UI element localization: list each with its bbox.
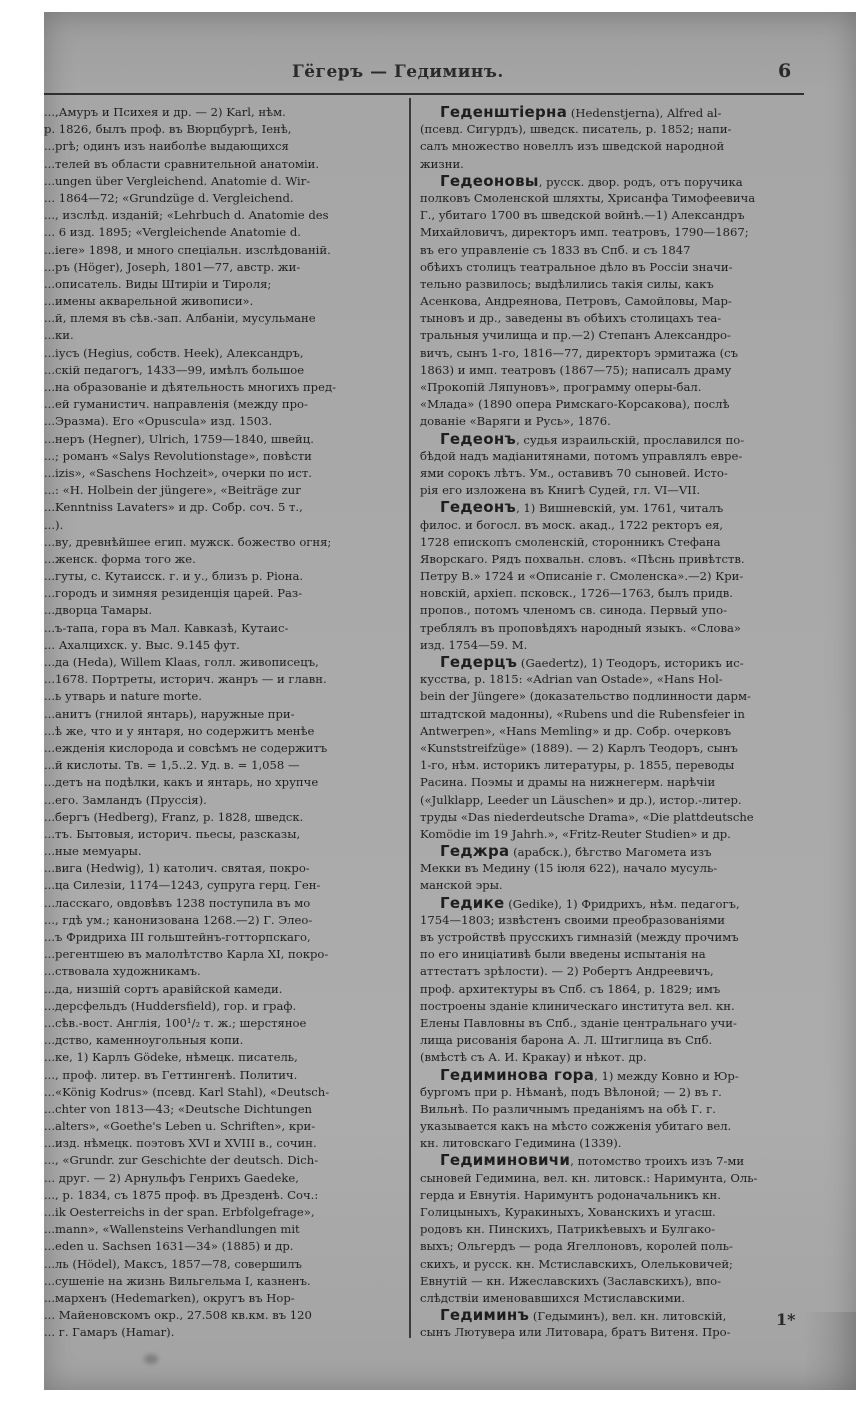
text-line: ...й кислоты. Тв. = 1,5..2. Уд. в. = 1,058 — bbox=[44, 758, 300, 773]
text-line: ...городъ и зимняя резиденція царей. Раз- bbox=[44, 586, 303, 601]
text-line: ...ungen über Vergleichend. Anatomie d. Wir- bbox=[44, 173, 311, 188]
entry-headword-line bbox=[420, 104, 800, 121]
running-head bbox=[44, 60, 856, 90]
text-line: ...дворца Тамары. bbox=[44, 603, 153, 618]
text-line bbox=[420, 534, 800, 551]
text-line bbox=[420, 946, 800, 963]
entry-text: Петру В.» 1724 и «Описаніе г. Смоленска».—2) Кри- bbox=[420, 569, 744, 584]
entry-text: 1728 епископъ смоленскій, сторонникъ Стефана bbox=[420, 534, 721, 549]
text-line bbox=[420, 1084, 800, 1101]
entry-text: Евнутій — кн. Ижеславскихъ (Заславскихъ), впо- bbox=[420, 1273, 722, 1288]
text-line: ...eden u. Sachsen 1631—34» (1885) и др. bbox=[44, 1239, 294, 1254]
text-line: ...неръ (Hegner), Ulrich, 1759—1840, швейц. bbox=[44, 431, 314, 446]
entry-text: , 1) между Ковно и Юр- bbox=[594, 1068, 739, 1083]
text-line bbox=[420, 826, 800, 843]
text-line bbox=[420, 1290, 800, 1307]
entry-text: бѣдой надъ мадіанитянами, потомъ управлялъ евре- bbox=[420, 448, 743, 463]
text-line bbox=[420, 448, 800, 465]
entry-headword: Гедике bbox=[440, 894, 505, 912]
entry-text: въ устройствѣ прусскихъ гимназій (между прочимъ bbox=[420, 930, 739, 944]
text-line: ... 1864—72; «Grundzüge d. Vergleichend. bbox=[44, 190, 294, 205]
text-line bbox=[420, 345, 800, 362]
text-line: ...ей гуманистич. направленія (между про- bbox=[44, 397, 308, 412]
text-line bbox=[420, 774, 800, 791]
entry-headword-line bbox=[420, 1307, 800, 1324]
text-line: ...ные мемуары. bbox=[44, 844, 142, 859]
text-line bbox=[420, 362, 800, 379]
text-line bbox=[420, 912, 800, 929]
entry-text: Асенкова, Андреянова, Петровъ, Самойловы, Мар- bbox=[420, 294, 732, 309]
text-line: ...имены акварельной живописи». bbox=[44, 294, 254, 309]
text-line bbox=[420, 963, 800, 980]
text-line bbox=[420, 998, 800, 1015]
text-line bbox=[420, 190, 800, 207]
entry-text: тельно развилось; выдѣлились такія силы, какъ bbox=[420, 276, 714, 291]
entry-text: герда и Евнутія. Наримунтъ родоначальникъ кн. bbox=[420, 1187, 721, 1202]
text-line: ...бергъ (Hedberg), Franz, р. 1828, шведск. bbox=[44, 809, 304, 824]
entry-headword: Гедиминова гора bbox=[440, 1066, 595, 1084]
text-line: ...да (Heda), Willem Klaas, голл. живописецъ, bbox=[44, 655, 319, 669]
text-line bbox=[420, 1204, 800, 1221]
text-line bbox=[420, 757, 800, 774]
ink-smudge bbox=[144, 1354, 158, 1364]
text-line bbox=[420, 981, 800, 998]
entry-text: (Gedike), 1) Фридрихъ, нѣм. педагогъ, bbox=[504, 896, 740, 911]
text-line: ...ки. bbox=[44, 328, 74, 343]
text-line: ... друг. — 2) Арнульфъ Генрихъ Gaedeke, bbox=[44, 1170, 299, 1185]
entry-headword-line bbox=[420, 654, 800, 671]
text-line: ...женск. форма того же. bbox=[44, 551, 196, 566]
entry-text: , русск. двор. родъ, отъ поручика bbox=[538, 174, 743, 189]
text-line bbox=[420, 1221, 800, 1238]
entry-headword-line bbox=[420, 1067, 800, 1084]
entry-text: по его иниціативѣ были введены испытанія на bbox=[420, 947, 706, 962]
text-line bbox=[420, 551, 800, 568]
text-line bbox=[420, 706, 800, 723]
text-line bbox=[420, 1187, 800, 1204]
entry-text: вичъ, сынъ 1-го, 1816—77, директоръ эрмитажа (съ bbox=[420, 345, 739, 360]
text-line bbox=[420, 156, 800, 173]
text-line: ...ь утварь и nature morte. bbox=[44, 689, 202, 704]
text-line: ... г. Гамаръ (Hamar). bbox=[44, 1325, 175, 1340]
entry-headword-line bbox=[420, 173, 800, 190]
entry-headword: Гедеонъ bbox=[440, 430, 517, 448]
text-line bbox=[420, 207, 800, 224]
page-number: 6 bbox=[778, 60, 792, 82]
text-line bbox=[420, 688, 800, 705]
entry-text: bein der Jüngere» (доказательство подлинности дарм- bbox=[420, 689, 751, 704]
entry-text: ями сорокъ лѣтъ. Ум., оставивъ 70 сыновей. Исто- bbox=[420, 465, 728, 480]
text-line: ...mann», «Wallensteins Verhandlungen mit bbox=[44, 1222, 300, 1237]
text-line: р. 1826, былъ проф. въ Вюрцбургѣ, Іенѣ, bbox=[44, 122, 292, 137]
text-line: ...«König Kodrus» (псевд. Karl Stahl), «Deutsch- bbox=[44, 1084, 330, 1099]
entry-text: , 1) Вишневскій, ум. 1761, читалъ bbox=[516, 501, 724, 516]
text-line: ...й, племя въ сѣв.-зап. Албаніи, мусульмане bbox=[44, 311, 316, 326]
text-line: ...дерсфельдъ (Huddersfield), гор. и граф. bbox=[44, 998, 297, 1013]
entry-text: Голицыныхъ, Куракиныхъ, Хованскихъ и угасш. bbox=[420, 1205, 716, 1219]
entry-text: слѣдствіи именовавшихся Мстиславскими. bbox=[420, 1290, 686, 1305]
entry-headword-line bbox=[420, 499, 800, 516]
entry-text: штадтской мадонны), «Rubens und die Rubensfeier in bbox=[420, 706, 745, 721]
text-line bbox=[420, 740, 800, 757]
text-line: ..., гдѣ ум.; канонизована 1268.—2) Г. Элео- bbox=[44, 912, 313, 927]
text-line: ...Kenntniss Lavaters» и др. Собр. соч. 5 т., bbox=[44, 500, 303, 515]
text-line: ...ргѣ; одинъ изъ наиболѣе выдающихся bbox=[44, 139, 289, 154]
text-line bbox=[420, 276, 800, 293]
entry-text: выхъ; Ольгердъ — рода Ягеллоновъ, королей поль- bbox=[420, 1239, 733, 1254]
text-line bbox=[420, 1256, 800, 1273]
entry-text: рія его изложена въ Книгѣ Судей, гл. VI—VII. bbox=[420, 483, 701, 498]
text-line: ..., проф. литер. въ Геттингенѣ. Политич. bbox=[44, 1067, 298, 1082]
text-line: ...ствовала художникамъ. bbox=[44, 964, 201, 979]
text-line: ...его. Замландъ (Пруссія). bbox=[44, 792, 207, 807]
entry-text: «Kunststreifzüge» (1889). — 2) Карлъ Теодоръ, сынъ bbox=[420, 740, 738, 755]
entry-text: аттестатъ зрѣлости). — 2) Робертъ Андреевичъ, bbox=[420, 964, 714, 979]
text-line: ...ласскаго, овдовѣвъ 1238 поступила въ мо bbox=[44, 895, 311, 910]
entry-headword: Геденштіерна bbox=[440, 104, 568, 121]
text-line: ..., р. 1834, съ 1875 проф. въ Дрезденѣ. Соч.: bbox=[44, 1187, 319, 1202]
entry-text: полковъ Смоленской шляхты, Хрисанфа Тимофеевича bbox=[420, 190, 756, 205]
text-line bbox=[420, 396, 800, 413]
text-line bbox=[420, 723, 800, 740]
entry-text: (Hedenstjerna), Alfred al- bbox=[567, 106, 722, 120]
entry-text: новскій, архіеп. псковск., 1726—1763, былъ придв. bbox=[420, 586, 733, 601]
entry-text: тыновъ и др., заведены въ обѣихъ столицахъ теа- bbox=[420, 311, 722, 326]
entry-text: обѣихъ столицъ театральное дѣло въ Россіи значи- bbox=[420, 259, 733, 274]
scanned-page bbox=[44, 12, 856, 1390]
entry-text: Вильнѣ. По различнымъ преданіямъ на обѣ Г. г. bbox=[420, 1101, 716, 1116]
text-line: ..., «Grundr. zur Geschichte der deutsch. Dich- bbox=[44, 1153, 319, 1168]
text-line: ...описатель. Виды Штиріи и Тироля; bbox=[44, 276, 272, 291]
text-line: ...1678. Портреты, историч. жанръ — и главн. bbox=[44, 672, 327, 687]
header-rule bbox=[44, 93, 804, 95]
entry-text: изд. 1754—59. М. bbox=[420, 637, 528, 652]
entry-text: дованіе «Варяги и Русь», 1876. bbox=[420, 414, 611, 429]
text-line bbox=[420, 465, 800, 482]
text-line bbox=[420, 259, 800, 276]
text-line: ...дство, каменноугольныя копи. bbox=[44, 1033, 244, 1048]
text-line: ...ъ Фридриха III гольштейнъ-готторпскаго, bbox=[44, 930, 311, 944]
entry-headword: Гедеоновы bbox=[440, 172, 539, 190]
text-line: ...ежденія кислорода и совсѣмъ не содержитъ bbox=[44, 740, 328, 755]
text-line bbox=[420, 293, 800, 310]
text-line: ...мархенъ (Hedemarken), округъ въ Нор- bbox=[44, 1290, 295, 1305]
text-line bbox=[420, 1101, 800, 1118]
text-line: ... 6 изд. 1895; «Vergleichende Anatomie d. bbox=[44, 225, 301, 240]
text-line bbox=[420, 1015, 800, 1032]
text-line: ...да, низшій сортъ аравійской камеди. bbox=[44, 981, 283, 996]
column-divider bbox=[409, 98, 411, 1338]
text-line bbox=[420, 413, 800, 430]
entry-headword: Гедиминовичи bbox=[440, 1152, 571, 1170]
text-line: ...регентшею въ малолѣтство Карла XI, покро- bbox=[44, 947, 329, 962]
text-line bbox=[420, 1324, 800, 1341]
text-line: ...,Амуръ и Психея и др. — 2) Karl, нѣм. bbox=[44, 105, 286, 119]
entry-headword-line bbox=[420, 431, 800, 448]
text-line bbox=[420, 877, 800, 894]
entry-text: «Прокопій Ляпуновъ», программу оперы-бал. bbox=[420, 380, 702, 394]
text-line bbox=[420, 860, 800, 877]
text-line: ...iere» 1898, и много спеціальн. изслѣдованій. bbox=[44, 242, 331, 257]
text-line: ...детъ на подѣлки, какъ и янтарь, но хрупче bbox=[44, 775, 319, 790]
text-line bbox=[420, 310, 800, 327]
text-line: ...вига (Hedwig), 1) католич. святая, покро- bbox=[44, 861, 310, 876]
entry-text: 1863) и имп. театровъ (1867—75); написалъ драму bbox=[420, 362, 732, 377]
running-title: Гёгеръ — Гедиминъ. bbox=[292, 62, 504, 82]
entry-text: (вмѣстѣ съ А. И. Кракау) и нѣкот. др. bbox=[420, 1050, 647, 1065]
text-line: ... Майеновскомъ окр., 27.508 кв.км. въ 120 bbox=[44, 1308, 312, 1323]
entry-text: (Гедыминъ), вел. кн. литовскій, bbox=[529, 1309, 727, 1324]
entry-headword: Геджра bbox=[440, 843, 510, 861]
text-line bbox=[420, 1118, 800, 1135]
entry-text: Михайловичъ, директоръ имп. театровъ, 1790—1867; bbox=[420, 225, 749, 240]
entry-text: треблялъ въ проповѣдяхъ народный языкъ. «Слова» bbox=[420, 620, 742, 635]
text-line bbox=[420, 929, 800, 946]
entry-headword: Гедеонъ bbox=[440, 499, 517, 517]
text-line: ...ль (Hödel), Максъ, 1857—78, совершилъ bbox=[44, 1256, 302, 1271]
entry-text: Komödie im 19 Jahrh.», «Fritz-Reuter Studien» и др. bbox=[420, 826, 731, 841]
text-line bbox=[420, 1273, 800, 1290]
text-line bbox=[420, 517, 800, 534]
text-line: ...іусъ (Hegius, собств. Heek), Александръ, bbox=[44, 345, 304, 360]
entry-text: Antwerpen», «Hans Memling» и др. Собр. очерковъ bbox=[420, 723, 732, 738]
entry-text: «Млада» (1890 опера Римскаго-Корсакова), послѣ bbox=[420, 397, 730, 412]
entry-text: , судья израильскій, прославился по- bbox=[516, 432, 745, 447]
text-line bbox=[420, 671, 800, 688]
entry-text: сынъ Лютувера или Литовара, братъ Витеня. Про- bbox=[420, 1325, 731, 1340]
entry-text: кусства, р. 1815: «Adrian van Ostade», «Hans Hol- bbox=[420, 672, 723, 687]
text-line: ...сушеніе на жизнь Вильгельма I, казненъ. bbox=[44, 1273, 311, 1288]
entry-text: въ его управленіе съ 1833 въ Спб. и съ 1847 bbox=[420, 242, 691, 257]
text-line: ...гуты, с. Кутаисск. г. и у., близъ р. Ріона. bbox=[44, 569, 304, 584]
text-line bbox=[420, 585, 800, 602]
text-line: ..., изслѣд. изданій; «Lehrbuch d. Anatomie des bbox=[44, 208, 329, 223]
text-line: ...скій педагогъ, 1433—99, имѣлъ большое bbox=[44, 362, 305, 377]
text-line bbox=[420, 224, 800, 241]
entry-text: пропов., потомъ членомъ св. синода. Первый упо- bbox=[420, 603, 728, 618]
text-line: ...ца Силезіи, 1174—1243, супруга герц. Ген- bbox=[44, 878, 321, 893]
entry-text: 1-го, нѣм. историкъ литературы, р. 1855, переводы bbox=[420, 758, 735, 773]
text-line: ...ке, 1) Карлъ Gödeke, нѣмецк. писатель, bbox=[44, 1050, 298, 1065]
text-line bbox=[420, 482, 800, 499]
text-line: ...: «H. Holbein der jüngere», «Beiträge zur bbox=[44, 483, 301, 498]
entry-text: Мекки въ Медину (15 іюля 622), начало мусуль- bbox=[420, 861, 718, 876]
text-line: ...изд. нѣмецк. поэтовъ XVI и XVIII в., сочин. bbox=[44, 1136, 317, 1151]
entry-text: построены зданіе клиническаго института вел. кн. bbox=[420, 998, 735, 1013]
text-line: ...Эразма). Его «Opuscula» изд. 1503. bbox=[44, 414, 273, 429]
text-line: ...телей въ области сравнительной анатоміи. bbox=[44, 156, 320, 171]
entry-text: кн. литовскаго Гедимина (1339). bbox=[420, 1136, 622, 1151]
text-line bbox=[420, 809, 800, 826]
text-line bbox=[420, 1238, 800, 1255]
text-line: ...chter von 1813—43; «Deutsche Dichtungen bbox=[44, 1101, 313, 1116]
entry-headword-line bbox=[420, 895, 800, 912]
text-line bbox=[420, 1032, 800, 1049]
entry-text: тральныя училища и пр.—2) Степанъ Александро- bbox=[420, 328, 731, 343]
text-line bbox=[420, 568, 800, 585]
text-line bbox=[420, 242, 800, 259]
entry-text: бургомъ при р. Нѣманѣ, подъ Вѣлоной; — 2) въ г. bbox=[420, 1084, 722, 1099]
text-line: ... Ахалцихск. у. Выс. 9.145 фут. bbox=[44, 637, 240, 652]
text-line: ...ръ (Höger), Joseph, 1801—77, австр. жи- bbox=[44, 259, 301, 274]
text-line: ...ѣ же, что и у янтаря, но содержитъ менѣе bbox=[44, 723, 315, 738]
text-line: ...тъ. Бытовыя, историч. пьесы, разсказы, bbox=[44, 826, 301, 841]
entry-text: («Julklapp, Leeder un Läuschen» и др.), истор.-литер. bbox=[420, 792, 742, 807]
entry-text: манской эры. bbox=[420, 878, 503, 893]
entry-text: (Gaedertz), 1) Теодоръ, историкъ ис- bbox=[517, 656, 744, 670]
entry-text: филос. и богосл. въ моск. акад., 1722 ректоръ ея, bbox=[420, 517, 724, 532]
text-line: ...сѣв.-вост. Англія, 100¹/₂ т. ж.; шерстяное bbox=[44, 1015, 307, 1030]
entry-headword: Гедерцъ bbox=[440, 654, 518, 671]
text-line bbox=[420, 1170, 800, 1187]
entry-text: Елены Павловны въ Спб., зданіе центральнаго учи- bbox=[420, 1015, 737, 1030]
text-line bbox=[420, 379, 800, 396]
text-line bbox=[420, 637, 800, 654]
entry-text: 1754—1803; извѣстенъ своими преобразованіями bbox=[420, 912, 726, 927]
text-line bbox=[420, 792, 800, 809]
text-line: ...izis», «Saschens Hochzeit», очерки по ист. bbox=[44, 465, 312, 480]
entry-text: салъ множество новеллъ изъ шведской народной bbox=[420, 139, 725, 154]
text-line: ...ъ-тапа, гора въ Мал. Кавказѣ, Кутаис- bbox=[44, 620, 289, 635]
entry-text: Г., убитаго 1700 въ шведской войнѣ.—1) Александръ bbox=[420, 208, 745, 223]
signature-mark: 1* bbox=[776, 1310, 796, 1329]
text-line: ...ik Oesterreichs in der span. Erbfolgefrage», bbox=[44, 1205, 315, 1219]
text-line bbox=[420, 602, 800, 619]
entry-text: родовъ кн. Пинскихъ, Патрикѣевыхъ и Булгако- bbox=[420, 1222, 716, 1237]
entry-text: (псевд. Сигурдъ), шведск. писатель, р. 1852; напи- bbox=[420, 122, 732, 137]
entry-text: указывается какъ на мѣсто сожженія убитаго вел. bbox=[420, 1119, 732, 1134]
text-line: ...). bbox=[44, 517, 64, 532]
entry-text: (арабск.), бѣгство Магомета изъ bbox=[509, 845, 712, 860]
entry-text: проф. архитектуры въ Спб. съ 1864, р. 1829; имъ bbox=[420, 981, 721, 996]
entry-headword-line bbox=[420, 843, 800, 860]
entry-text: скихъ, и русск. кн. Мстиславскихъ, Олельковичей; bbox=[420, 1256, 733, 1271]
text-line bbox=[420, 138, 800, 155]
text-line: ...на образованіе и дѣятельность многихъ пред- bbox=[44, 380, 337, 394]
text-line bbox=[420, 327, 800, 344]
entry-text: труды «Das niederdeutsche Drama», «Die plattdeutsche bbox=[420, 809, 754, 824]
entry-headword: Гедиминъ bbox=[440, 1307, 530, 1325]
entry-text: лища рисованія барона А. Л. Штиглица въ Спб. bbox=[420, 1033, 713, 1048]
entry-text: сыновей Гедимина, вел. кн. литовск.: Наримунта, Оль- bbox=[420, 1170, 758, 1185]
text-line bbox=[420, 1135, 800, 1152]
entry-text: , потомство троихъ изъ 7-ми bbox=[570, 1154, 745, 1169]
text-line: ...; романъ «Salys Revolutionstage», повѣсти bbox=[44, 448, 312, 463]
entry-headword-line bbox=[420, 1152, 800, 1169]
entry-text: Яворскаго. Рядъ похвальн. словъ. «Пѣснь привѣтств. bbox=[420, 551, 745, 566]
left-column bbox=[44, 104, 406, 1342]
text-line: ...ву, древнѣйшее егип. мужск. божество огня; bbox=[44, 534, 332, 549]
text-line bbox=[420, 1049, 800, 1066]
text-line bbox=[420, 121, 800, 138]
text-line: ...alters», «Goethe's Leben u. Schriften», кри- bbox=[44, 1119, 316, 1134]
entry-text: Расина. Поэмы и драмы на нижнегерм. нарѣчіи bbox=[420, 775, 716, 790]
text-line: ...анитъ (гнилой янтарь), наружные при- bbox=[44, 706, 295, 721]
right-column bbox=[420, 104, 800, 1342]
text-line bbox=[420, 620, 800, 637]
entry-text: жизни. bbox=[420, 156, 464, 171]
